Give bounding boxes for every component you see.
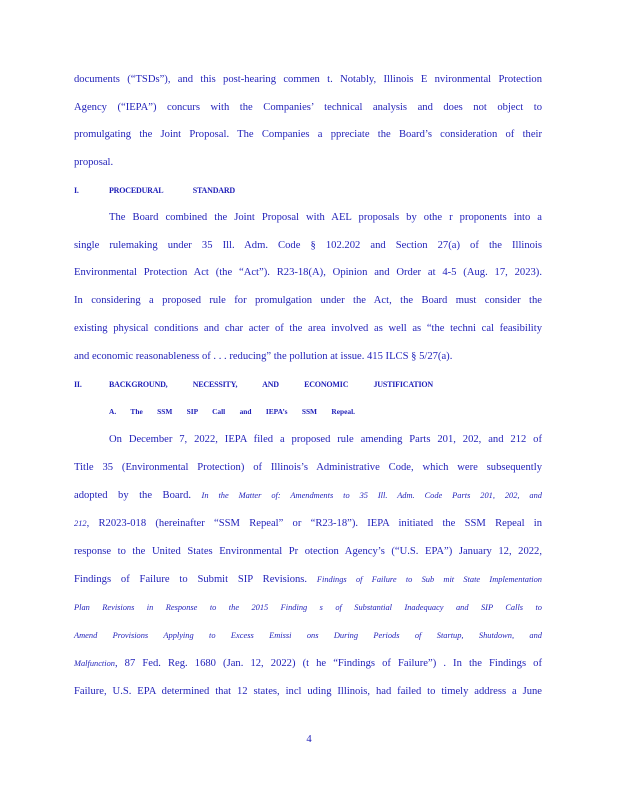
section-1-line-3: Environmental Protection Act (the “Act”). R23-18(A), Opinion and Order at 4-5 (Aug. 17, 2023). <box>74 267 542 278</box>
section-1-number: I. <box>74 186 79 195</box>
section-2-line-8 <box>74 630 542 642</box>
section-2-line-8-italic: Amend Provisions Applying to Excess Emissi ons During Periods of Startup, Shutdown, and <box>74 631 542 640</box>
section-2-line-6 <box>74 574 542 586</box>
section-2-line-9-italic: Malfunction <box>74 659 115 668</box>
section-2-line-9 <box>74 658 542 670</box>
intro-line-3: promulgating the Joint Proposal. The Companies a ppreciate the Board’s consideration of their <box>74 129 542 140</box>
subsection-a-heading <box>109 407 355 417</box>
section-2-title: BACKGROUND, NECESSITY, AND ECONOMIC JUSTIFICATION <box>109 380 433 389</box>
section-2-line-6-plain: Findings of Failure to Submit SIP Revisions. <box>74 574 308 585</box>
section-1-line-5: existing physical conditions and char acter of the area involved as well as “the techni cal feasibility <box>74 323 542 334</box>
page-number: 4 <box>306 734 312 745</box>
section-2-line-7 <box>74 602 542 614</box>
section-2-line-9-plain: , 87 Fed. Reg. 1680 (Jan. 12, 2022) (t he “Findings of Failure”) . In the Findings of <box>114 658 542 669</box>
section-2-number: II. <box>74 380 82 389</box>
section-2-line-5: response to the United States Environmental Pr otection Agency’s (“U.S. EPA”) January 12, 2022, <box>74 546 542 557</box>
section-1-line-4: In considering a proposed rule for promulgation under the Act, the Board must consider the <box>74 295 542 306</box>
intro-line-2: Agency (“IEPA”) concurs with the Companies’ technical analysis and does not object to <box>74 102 542 113</box>
subsection-a-title: The SSM SIP Call and IEPA’s SSM Repeal. <box>130 407 355 416</box>
section-2-line-6-italic: Findings of Failure to Sub mit State Implementation <box>316 575 542 584</box>
section-2-line-10: Failure, U.S. EPA determined that 12 states, incl uding Illinois, had failed to timely address a June <box>74 686 542 697</box>
section-2-line-1: On December 7, 2022, IEPA filed a proposed rule amending Parts 201, 202, and 212 of <box>109 434 542 445</box>
section-1-line-6: and economic reasonableness of . . . reducing” the pollution at issue. 415 ILCS § 5/27(a). <box>74 351 453 362</box>
section-1-line-2: single rulemaking under 35 Ill. Adm. Code § 102.202 and Section 27(a) of the Illinois <box>74 240 542 251</box>
section-2-line-4-plain: , R2023-018 (hereinafter “SSM Repeal” or “R23-18”). IEPA initiated the SSM Repeal in <box>86 518 542 529</box>
section-2-line-4-italic: 212 <box>74 519 87 528</box>
intro-line-4: proposal. <box>74 157 114 168</box>
section-2-line-3-italic: In the Matter of: Amendments to 35 Ill. Adm. Code Parts 201, 202, and <box>201 491 542 500</box>
intro-line-1: documents (“TSDs”), and this post-hearing commen t. Notably, Illinois E nvironmental Protection <box>74 74 542 85</box>
section-1-line-1: The Board combined the Joint Proposal with AEL proposals by othe r proponents into a <box>109 212 542 223</box>
section-2-line-3-plain: adopted by the Board. <box>74 490 192 501</box>
section-1-title: PROCEDURAL STANDARD <box>109 186 235 195</box>
section-2-line-2: Title 35 (Environmental Protection) of Illinois’s Administrative Code, which were subsequently <box>74 462 542 473</box>
section-2-line-7-italic: Plan Revisions in Response to the 2015 Finding s of Substantial Inadequacy and SIP Calls to <box>74 603 542 612</box>
section-2-line-3 <box>74 490 542 502</box>
subsection-a-letter: A. <box>109 407 117 416</box>
section-2-line-4 <box>74 518 542 530</box>
